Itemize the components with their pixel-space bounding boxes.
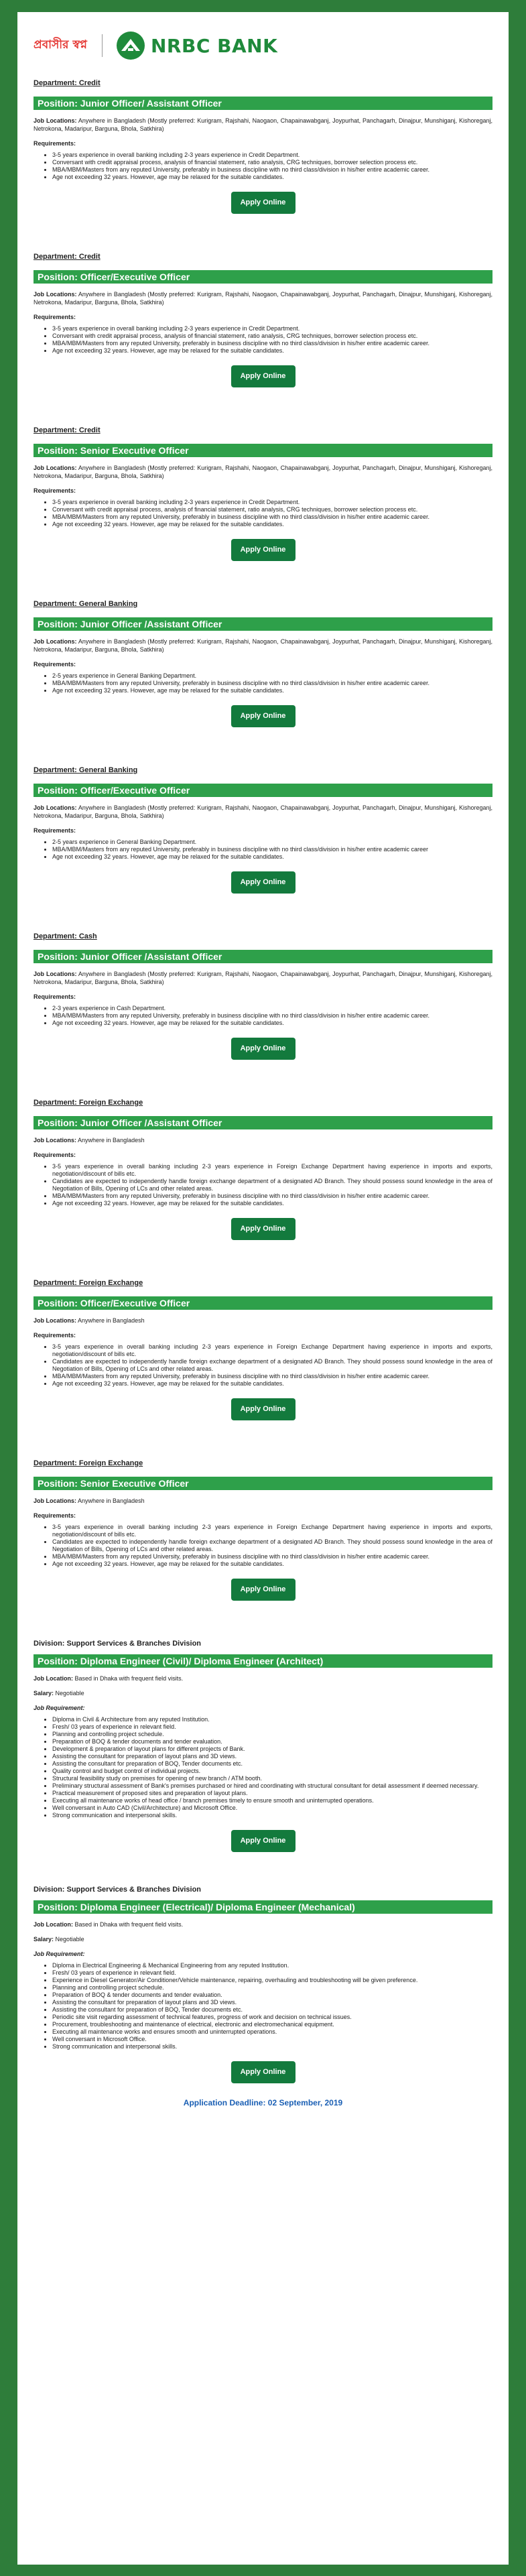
requirements-label: Requirements: [34,1152,76,1158]
job-location-label: Job Locations: [34,1497,77,1504]
requirement-item: • Executing all maintenance works of head office / branch premises timely to ensure smooth and uninterrupted operations. [52,1797,492,1804]
department-heading: Department: General Banking [34,600,138,608]
requirement-item: • Executing all maintenance works and ensures smooth and uninterrupted operations. [52,2028,492,2036]
division-heading: Division: Support Services & Branches Division [34,1886,202,1894]
job-location-label: Job Locations: [34,291,77,298]
job-posting [34,932,492,1060]
requirement-item: • 3-5 years experience in overall banking including 2-3 years experience in Foreign Exchange Department having experience in imports and exports, negotiation/discount of bills etc. [52,1163,492,1178]
job-posting [34,1099,492,1240]
requirement-item: • 3-5 years experience in overall banking including 2-3 years experience in Credit Department. [52,499,492,506]
requirement-item: • 3-5 years experience in overall banking including 2-3 years experience in Foreign Exchange Department having experience in imports and exports, negotiation/discount of bills etc. [52,1343,492,1358]
position-title: Position: Junior Officer /Assistant Officer [34,950,492,963]
apply-online-button[interactable]: Apply Online [231,1579,295,1601]
department-heading: Department: Foreign Exchange [34,1099,143,1107]
job-location-value: Anywhere in Bangladesh [78,1137,145,1144]
salary [34,1935,492,1943]
position-title: Position: Diploma Engineer (Electrical)/ Diploma Engineer (Mechanical) [34,1900,492,1914]
requirement-item: • Experience in Diesel Generator/Air Conditioner/Vehicle maintenance, repairing, overhauling and troubleshooting will be given preference. [52,1977,492,1984]
apply-online-button[interactable]: Apply Online [231,1830,295,1852]
apply-button-wrap [34,705,492,727]
apply-button-wrap [34,1398,492,1420]
requirements-label: Requirements: [34,827,76,834]
job-location-label: Job Locations: [34,638,77,645]
requirement-item: • Strong communication and interpersonal skills. [52,1812,492,1819]
department-heading: Department: Foreign Exchange [34,1459,143,1467]
requirements-list [34,1005,492,1027]
requirements-label: Requirements: [34,487,76,494]
position-title: Position: Junior Officer/ Assistant Officer [34,97,492,110]
requirement-item: • Development & preparation of layout plans for different projects of Bank. [52,1745,492,1753]
apply-online-button[interactable]: Apply Online [231,1218,295,1240]
content [17,79,509,2107]
job-location-value: Anywhere in Bangladesh [78,1497,145,1504]
requirements-list [34,499,492,528]
position-title: Position: Officer/Executive Officer [34,270,492,284]
apply-button-wrap [34,192,492,214]
job-posting [34,426,492,561]
requirement-item: • Procurement, troubleshooting and maintenance of electrical, electronic and electromechanical equipment. [52,2021,492,2028]
requirement-item: • Diploma in Electrical Engineering & Mechanical Engineering from any reputed Institution. [52,1962,492,1969]
requirement-item: • Age not exceeding 32 years. However, age may be relaxed for the suitable candidates. [52,174,492,181]
requirement-item: • MBA/MBM/Masters from any reputed University, preferably in business discipline with no third class/division in his/her entire academic career. [52,1192,492,1200]
salary-value: Negotiable [55,1936,84,1943]
job-location [34,1136,492,1144]
requirement-item: • Structural feasibility study on premises for opening of new branch / ATM booth. [52,1775,492,1782]
job-posting [34,766,492,894]
apply-online-button[interactable]: Apply Online [231,871,295,894]
requirement-item: • Assisting the consultant for preparation of layout plans and 3D views. [52,1753,492,1760]
apply-online-button[interactable]: Apply Online [231,705,295,727]
salary-label: Salary: [34,1690,54,1697]
engineer-jobs-list [34,1640,492,2083]
apply-button-wrap [34,871,492,894]
job-location-label: Job Locations: [34,804,77,811]
requirement-item: • MBA/MBM/Masters from any reputed University, preferably in business discipline with no third class/division in his/her entire academic career. [52,1012,492,1020]
job-posting [34,79,492,214]
department-heading: Department: General Banking [34,766,138,774]
job-location-label: Job Locations: [34,117,77,124]
department-heading: Department: Cash [34,932,97,940]
requirement-item: • Well conversant in Auto CAD (Civil/Architecture) and Microsoft Office. [52,1804,492,1812]
job-location-value: Anywhere in Bangladesh (Mostly preferred: Kurigram, Rajshahi, Naogaon, Chapainawabganj, Joypurhat, Panchagarh, Dinajpur, Munshiganj, Kishoreganj, Netrokona, Madaripur, Barguna, Bhola, Satkhira) [34,117,492,132]
job-location [34,1497,492,1505]
requirement-item: • Age not exceeding 32 years. However, age may be relaxed for the suitable candidates. [52,347,492,355]
requirement-item: • Well conversant in Microsoft Office. [52,2036,492,2043]
position-title: Position: Officer/Executive Officer [34,1296,492,1310]
requirement-item: • 3-5 years experience in overall banking including 2-3 years experience in Foreign Exchange Department having experience in imports and exports, negotiation/discount of bills etc. [52,1524,492,1538]
job-location-label: Job Location: [34,1921,73,1928]
requirement-item: • MBA/MBM/Masters from any reputed University, preferably in business discipline with no third class/division in his/her entire academic career [52,846,492,853]
job-posting [34,1459,492,1601]
requirement-item: • Fresh/ 03 years of experience in relevant field. [52,1723,492,1731]
application-deadline: Application Deadline: 02 September, 2019 [183,2098,343,2107]
apply-online-button[interactable]: Apply Online [231,1038,295,1060]
job-posting [34,1279,492,1420]
requirement-item: • 3-5 years experience in overall banking including 2-3 years experience in Credit Department. [52,325,492,332]
position-title: Position: Senior Executive Officer [34,444,492,457]
apply-button-wrap [34,1218,492,1240]
requirements-list [34,672,492,694]
requirements-label: Requirements: [34,1332,76,1339]
position-title: Position: Officer/Executive Officer [34,784,492,797]
department-heading: Department: Foreign Exchange [34,1279,143,1287]
job-location-value: Anywhere in Bangladesh (Mostly preferred: Kurigram, Rajshahi, Naogaon, Chapainawabganj, Joypurhat, Panchagarh, Dinajpur, Munshiganj, Kishoreganj, Netrokona, Madaripur, Barguna, Bhola, Satkhira) [34,804,492,819]
requirement-item: • Age not exceeding 32 years. However, age may be relaxed for the suitable candidates. [52,521,492,528]
job-circular-page [17,12,509,2565]
requirement-item: • Age not exceeding 32 years. However, age may be relaxed for the suitable candidates. [52,1020,492,1027]
requirement-item: • Assisting the consultant for preparation of layout plans and 3D views. [52,1999,492,2006]
job-location [34,290,492,306]
header [17,12,509,79]
requirements-label: Job Requirement: [34,1705,85,1711]
job-posting [34,600,492,727]
apply-button-wrap [34,539,492,561]
requirements-label: Requirements: [34,1512,76,1519]
requirement-item: • MBA/MBM/Masters from any reputed University, preferably in business discipline with no third class/division in his/her entire academic career. [52,1553,492,1560]
requirement-item: • Assisting the consultant for preparation of BOQ, Tender documents etc. [52,1760,492,1768]
requirements-list [34,1716,492,1819]
apply-online-button[interactable]: Apply Online [231,365,295,387]
department-heading: Department: Credit [34,79,101,87]
requirements-label: Requirements: [34,993,76,1000]
requirement-item: • Age not exceeding 32 years. However, age may be relaxed for the suitable candidates. [52,687,492,694]
position-title: Position: Junior Officer /Assistant Officer [34,1116,492,1129]
requirement-item: • Candidates are expected to independently handle foreign exchange department of a designated AD Branch. They should possess sound knowledge in the area of Negotiation of Bills, Opening of LCs and other related areas. [52,1358,492,1373]
requirements-list [34,151,492,181]
nrbc-logo-icon [116,31,145,60]
job-location-value: Based in Dhaka with frequent field visits. [74,1921,184,1928]
job-posting [34,253,492,387]
job-location [34,464,492,480]
job-location [34,804,492,820]
job-location-label: Job Locations: [34,465,77,471]
requirements-label: Job Requirement: [34,1951,85,1957]
requirements-list [34,1524,492,1568]
job-location-value: Anywhere in Bangladesh (Mostly preferred: Kurigram, Rajshahi, Naogaon, Chapainawabganj, Joypurhat, Panchagarh, Dinajpur, Munshiganj, Kishoreganj, Netrokona, Madaripur, Barguna, Bhola, Satkhira) [34,465,492,479]
requirement-item: • Candidates are expected to independently handle foreign exchange department of a designated AD Branch. They should possess sound knowledge in the area of Negotiation of Bills, Opening of LCs and other related areas. [52,1538,492,1553]
job-location [34,970,492,986]
requirement-item: • Assisting the consultant for preparation of BOQ, Tender documents etc. [52,2006,492,2014]
requirement-item: • 2-5 years experience in General Banking Department. [52,672,492,680]
job-location-label: Job Locations: [34,971,77,977]
job-location [34,1316,492,1325]
requirement-item: • 2-5 years experience in General Banking Department. [52,839,492,846]
requirement-item: • Practical measurement of proposed sites and preparation of layout plans. [52,1790,492,1797]
requirement-item: • MBA/MBM/Masters from any reputed University, preferably in business discipline with no third class/division in his/her entire academic career. [52,513,492,521]
job-location-value: Anywhere in Bangladesh (Mostly preferred: Kurigram, Rajshahi, Naogaon, Chapainawabganj, Joypurhat, Panchagarh, Dinajpur, Munshiganj, Kishoreganj, Netrokona, Madaripur, Barguna, Bhola, Satkhira) [34,638,492,653]
apply-button-wrap [34,365,492,387]
salary-value: Negotiable [55,1690,84,1697]
apply-online-button[interactable]: Apply Online [231,539,295,561]
division-heading: Division: Support Services & Branches Division [34,1640,202,1648]
apply-button-wrap [34,1038,492,1060]
requirements-label: Requirements: [34,140,76,147]
requirement-item: • Planning and controlling project schedule. [52,1984,492,1991]
requirement-item: • Conversant with credit appraisal process, analysis of financial statement, ratio analysis, CRG techniques, borrower selection process etc. [52,506,492,513]
bank-name: NRBC BANK [150,34,278,57]
requirement-item: • Preparation of BOQ & tender documents and tender evaluation. [52,1991,492,1999]
job-location-label: Job Locations: [34,1137,77,1144]
requirement-item: • Quality control and budget control of individual projects. [52,1768,492,1775]
requirement-item: • Preparation of BOQ & tender documents and tender evaluation. [52,1738,492,1745]
requirement-item: • Periodic site visit regarding assessment of technical features, progress of work and decision on technical issues. [52,2014,492,2021]
requirement-item: • Preliminary structural assessment of Bank's premises purchased or hired and coordinating with structural consultant for detail assessment if deemed necessary. [52,1782,492,1790]
job-location [34,117,492,133]
job-location [34,637,492,654]
requirement-item: • MBA/MBM/Masters from any reputed University, preferably in business discipline with no third class/division in his/her entire academic career. [52,680,492,687]
position-title: Position: Junior Officer /Assistant Officer [34,617,492,631]
job-location-label: Job Locations: [34,1317,77,1324]
requirement-item: • Age not exceeding 32 years. However, age may be relaxed for the suitable candidates. [52,1200,492,1207]
apply-online-button[interactable]: Apply Online [231,192,295,214]
requirement-item: • MBA/MBM/Masters from any reputed University, preferably in business discipline with no third class/division in his/her entire academic career. [52,1373,492,1380]
job-location-value: Based in Dhaka with frequent field visits. [74,1675,184,1682]
bangla-slogan: প্রবাসীর স্বপ্ন [34,38,87,52]
job-location [34,1674,492,1682]
requirement-item: • MBA/MBM/Masters from any reputed University, preferably in business discipline with no third class/division in his/her entire academic career. [52,166,492,174]
requirements-list [34,1962,492,2050]
job-location [34,1920,492,1928]
header-divider [102,34,103,57]
apply-online-button[interactable]: Apply Online [231,2061,295,2083]
requirement-item: • Age not exceeding 32 years. However, age may be relaxed for the suitable candidates. [52,1560,492,1568]
apply-button-wrap [34,1830,492,1852]
requirement-item: • Conversant with credit appraisal process, analysis of financial statement, ratio analysis, CRG techniques, borrower selection process etc. [52,332,492,340]
requirement-item: • Candidates are expected to independently handle foreign exchange department of a designated AD Branch. They should possess sound knowledge in the area of Negotiation of Bills, Opening of LCs and other related areas. [52,1178,492,1192]
position-title: Position: Senior Executive Officer [34,1477,492,1490]
requirement-item: • Diploma in Civil & Architecture from any reputed Institution. [52,1716,492,1723]
requirement-item: • MBA/MBM/Masters from any reputed University, preferably in business discipline with no third class/division in his/her entire academic career. [52,340,492,347]
bank-logo [116,31,277,60]
jobs-list [34,79,492,1601]
apply-online-button[interactable]: Apply Online [231,1398,295,1420]
apply-button-wrap [34,2061,492,2083]
job-posting [34,1640,492,1852]
requirement-item: • Age not exceeding 32 years. However, age may be relaxed for the suitable candidates. [52,1380,492,1388]
requirements-list [34,1343,492,1388]
requirements-list [34,325,492,355]
job-location-value: Anywhere in Bangladesh [78,1317,145,1324]
requirement-item: • 2-3 years experience in Cash Department. [52,1005,492,1012]
job-posting [34,1886,492,2083]
job-location-value: Anywhere in Bangladesh (Mostly preferred: Kurigram, Rajshahi, Naogaon, Chapainawabganj, Joypurhat, Panchagarh, Dinajpur, Munshiganj, Kishoreganj, Netrokona, Madaripur, Barguna, Bhola, Satkhira) [34,291,492,306]
job-location-label: Job Location: [34,1675,73,1682]
department-heading: Department: Credit [34,426,101,434]
requirements-label: Requirements: [34,314,76,320]
requirement-item: • 3-5 years experience in overall banking including 2-3 years experience in Credit Department. [52,151,492,159]
job-location-value: Anywhere in Bangladesh (Mostly preferred: Kurigram, Rajshahi, Naogaon, Chapainawabganj, Joypurhat, Panchagarh, Dinajpur, Munshiganj, Kishoreganj, Netrokona, Madaripur, Barguna, Bhola, Satkhira) [34,971,492,985]
requirement-item: • Fresh/ 03 years of experience in relevant field. [52,1969,492,1977]
requirement-item: • Conversant with credit appraisal process, analysis of financial statement, ratio analysis, CRG techniques, borrower selection process etc. [52,159,492,166]
salary-label: Salary: [34,1936,54,1943]
requirements-list [34,1163,492,1207]
department-heading: Department: Credit [34,253,101,261]
position-title: Position: Diploma Engineer (Civil)/ Diploma Engineer (Architect) [34,1654,492,1668]
requirement-item: • Age not exceeding 32 years. However, age may be relaxed for the suitable candidates. [52,853,492,861]
requirements-label: Requirements: [34,661,76,668]
requirement-item: • Strong communication and interpersonal skills. [52,2043,492,2050]
salary [34,1689,492,1697]
apply-button-wrap [34,1579,492,1601]
requirements-list [34,839,492,861]
requirement-item: • Planning and controlling project schedule. [52,1731,492,1738]
